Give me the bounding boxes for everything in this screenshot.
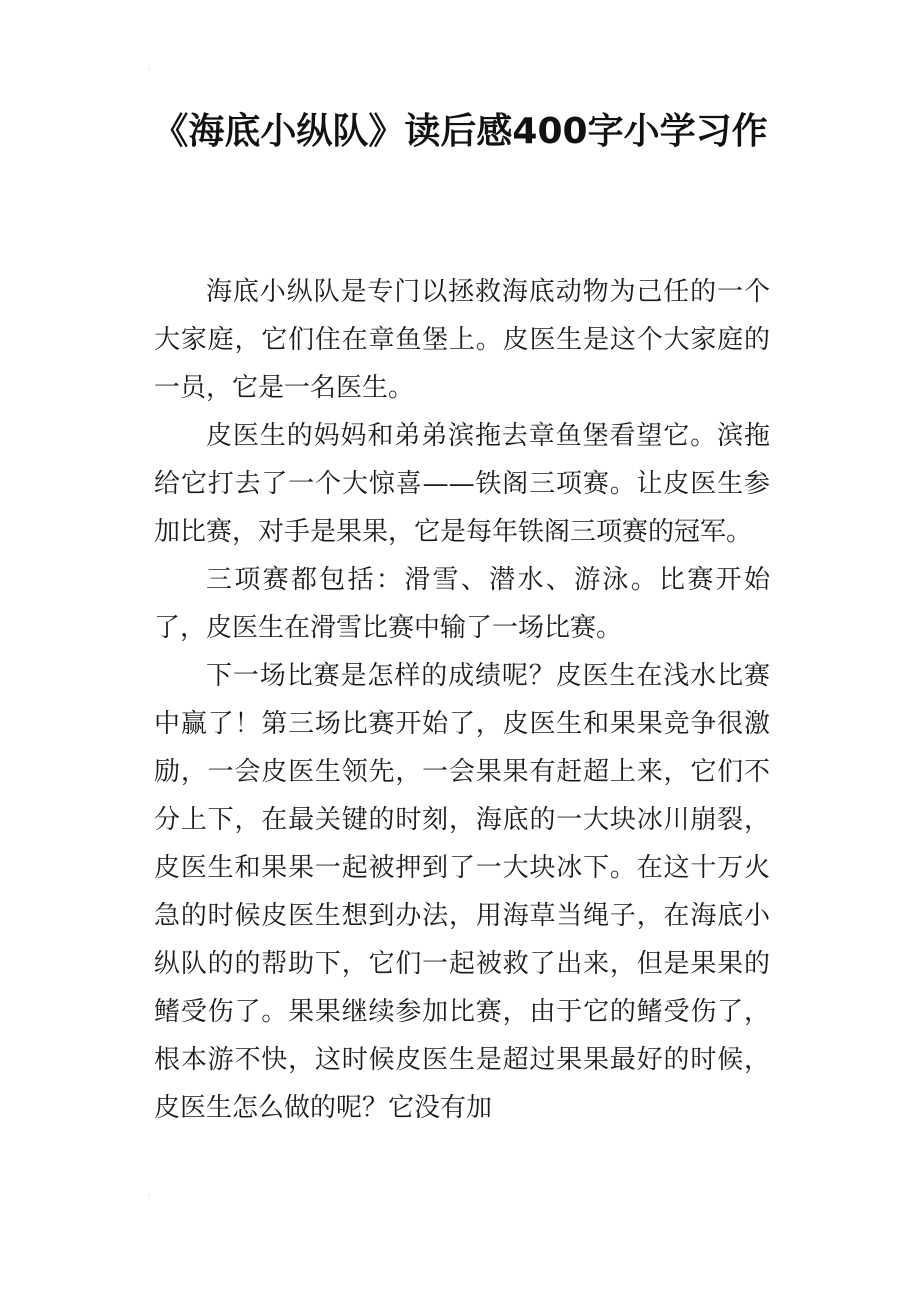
paragraph-4: 下一场比赛是怎样的成绩呢？皮医生在浅水比赛中赢了！第三场比赛开始了，皮医生和果果竞争很激励，一会皮医生领先，一会果果有赶超上来，它们不分上下，在最关键的时刻，海底的一大块冰川崩裂，皮医生和果果一起被押到了一大块冰下。在这十万火急的时候皮医生想到办法，用海草当绳子，在海底小纵队的的帮助下，它们一起被救了出来，但是果果的鳍受伤了。果果继续参加比赛，由于它的鳍受伤了，根本游不快，这时候皮医生是超过果果最好的时候，皮医生怎么做的呢？它没有加 [154, 661, 770, 1123]
paragraph-2: 皮医生的妈妈和弟弟滨拖去章鱼堡看望它。滨拖给它打去了一个大惊喜——铁阁三项赛。让皮医生参加比赛，对手是果果，它是每年铁阁三项赛的冠军。 [154, 421, 770, 547]
paragraph-3: 三项赛都包括：滑雪、潜水、游泳。比赛开始了，皮医生在滑雪比赛中输了一场比赛。 [154, 565, 770, 643]
article-body [154, 268, 770, 1132]
corner-mark-icon: ' [148, 67, 151, 76]
paragraph-1: 海底小纵队是专门以拯救海底动物为己任的一个大家庭，它们住在章鱼堡上。皮医生是这个大家庭的一员，它是一名医生。 [154, 277, 770, 403]
corner-mark-icon: ' [148, 1193, 151, 1202]
page-title: 《海底小纵队》读后感400字小学习作 [152, 111, 768, 152]
